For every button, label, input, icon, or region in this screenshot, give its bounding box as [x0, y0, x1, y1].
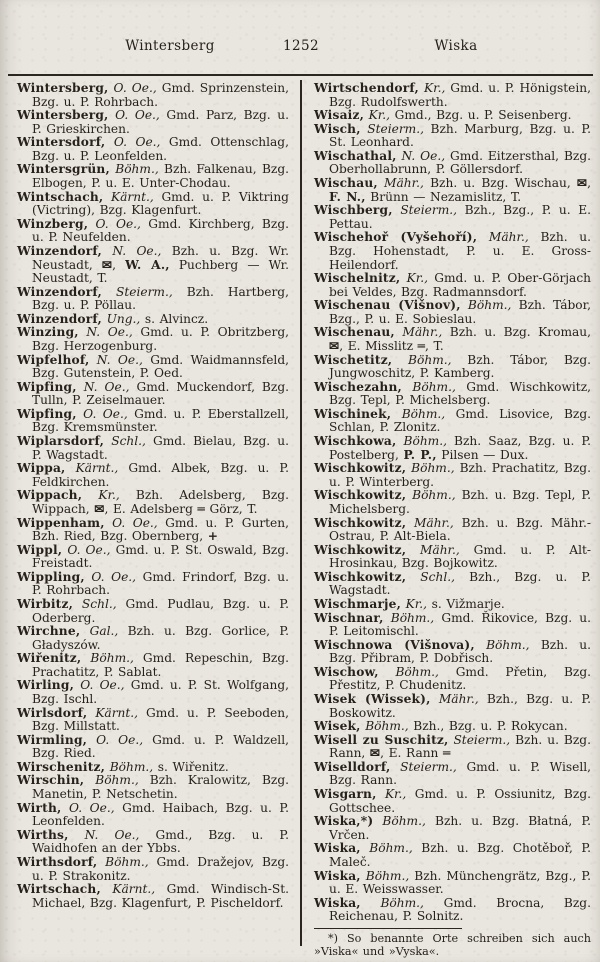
entry-region: Böhm., — [84, 773, 139, 788]
entry-details: Gmd. u. P. Hönigstein, Bzg. Rudolfswerth. — [329, 81, 591, 109]
entry-headword: Wippling, — [17, 569, 85, 584]
entry-region: Kärnt., — [103, 189, 154, 204]
entry-details: , E. Adelsberg ═ Görz, T. — [104, 501, 258, 516]
entry-region: Böhm., — [406, 461, 455, 476]
gazetteer-entry — [314, 788, 591, 815]
gazetteer-entry — [17, 883, 289, 910]
gazetteer-entry — [314, 177, 591, 204]
entry-region: Böhm., — [406, 488, 456, 503]
entry-details: Bzh. u. Bzg. Gorlice, P. Gładyszów. — [32, 624, 289, 652]
entry-details: Bzh., Bzg. u. P. Rokycan. — [408, 719, 568, 734]
entry-details: Gmd. Muckendorf, Bzg. Tulln, P. Zeiselmauer. — [32, 379, 289, 408]
header-keyword-left: Wintersberg — [125, 38, 215, 54]
gazetteer-entry — [17, 82, 289, 109]
entry-details: Bzh. u. Bzg. Přibram, P. Dobřisch. — [329, 637, 591, 666]
entry-headword: Wisek, — [314, 719, 361, 734]
entry-region: Böhm., — [109, 162, 159, 177]
entry-details: Gmd. u. P. Viktring (Victring), Bzg. Klagenfurt. — [32, 189, 289, 218]
entry-details: , — [587, 176, 591, 191]
entry-region: Kärnt., — [87, 705, 139, 720]
entry-headword: Wirtschendorf, — [314, 81, 420, 95]
entry-region: Böhm., — [97, 854, 149, 869]
entry-details: Puchberg — Wr. Neustadt, T. — [32, 257, 289, 286]
entry-headword: Wiska,*) — [314, 814, 374, 829]
gazetteer-entry — [314, 693, 591, 720]
right-column — [314, 82, 591, 958]
entry-details: Bzh. Münchengrätz, Bzg., P. u. E. Weisswasser. — [329, 868, 591, 897]
entry-headword: Wintersdorf, — [17, 135, 106, 150]
gazetteer-entry — [314, 639, 591, 666]
entry-region: Kr., — [401, 596, 428, 611]
gazetteer-entry — [17, 462, 289, 489]
entry-region: O. Oe., — [61, 800, 115, 815]
entry-headword: Wisek (Wissek), — [314, 692, 431, 707]
entry-headword: Winzing, — [17, 325, 79, 340]
entry-details: Gmd. u. P. Ossiunitz, Bzg. Gottschee. — [329, 787, 591, 815]
gazetteer-entry — [314, 299, 591, 326]
gazetteer-entry — [314, 598, 591, 612]
posthorn-icon: ✉ — [329, 338, 340, 353]
gazetteer-entry — [17, 707, 289, 734]
entry-headword: Winzendorf, — [17, 243, 102, 258]
entry-details: Gmd. Windisch-St. Michael, Bzg. Klagenfurt, P. Pischeldorf. — [32, 882, 289, 910]
entry-region: O. Oe., — [108, 81, 157, 95]
entry-headword: Wischinek, — [314, 406, 392, 421]
entry-region: Mähr., — [406, 542, 460, 557]
entry-region: Böhm., — [383, 610, 435, 625]
entry-region: O. Oe., — [104, 515, 158, 530]
entry-details: Bzh. u. Bzg. Chotěboř, P. Maleč. — [329, 841, 591, 869]
entry-headword: Wischkowitz, — [314, 542, 407, 557]
gazetteer-entry — [314, 897, 591, 924]
entry-region: Mähr., — [477, 230, 529, 245]
entry-region: N. Oe., — [76, 379, 130, 394]
entry-details: Gmd. u. P. Eberstallzell, Bzg. Kremsmünster. — [32, 406, 289, 435]
gazetteer-entry — [17, 109, 289, 136]
entry-headword: Wipfelhof, — [17, 352, 90, 367]
posthorn-icon: ✉ — [101, 257, 113, 272]
footnote-separator-rule — [314, 928, 462, 929]
entry-headword: W. A., — [125, 257, 170, 272]
entry-region: Böhm., — [396, 434, 447, 449]
gazetteer-entry — [17, 381, 289, 408]
entry-region: Böhm., — [360, 719, 409, 734]
entry-headword: Wipfing, — [17, 379, 77, 394]
gazetteer-entry — [314, 231, 591, 272]
entry-region: Böhm., — [81, 651, 134, 666]
gazetteer-entry — [314, 842, 591, 869]
gazetteer-entry — [17, 774, 289, 801]
entry-region: O. Oe., — [74, 678, 125, 693]
entry-region: Mähr., — [377, 176, 424, 191]
entry-headword: Wintschach, — [17, 189, 104, 204]
entry-details: Gmd., Bzg. u. P. Waidhofen an der Ybbs. — [32, 827, 289, 856]
gazetteer-entry — [314, 408, 591, 435]
entry-details: Bzh. u. Bzg. Kromau, — [442, 325, 591, 340]
entry-details: Bzh. u. Bzg. Wischau, — [423, 176, 577, 191]
entry-headword: Wirth, — [17, 800, 62, 815]
header-keyword-right: Wiska — [434, 38, 478, 54]
entry-details: Bzh. u. Bzg. Rann, — [329, 732, 591, 761]
gazetteer-entry — [17, 245, 289, 286]
entry-headword: Winzendorf, — [17, 311, 102, 326]
entry-region: Ung., — [102, 311, 141, 326]
entry-region: Gal., — [80, 624, 119, 639]
posthorn-icon: ✉ — [369, 746, 381, 761]
entry-headword: Wintersgrün, — [17, 162, 110, 177]
gazetteer-entry — [17, 489, 289, 516]
gazetteer-entry — [314, 761, 591, 788]
entry-headword: Wirthsdorf, — [17, 854, 98, 869]
entry-details: Gmd. Pudlau, Bzg. u. P. Oderberg. — [32, 596, 289, 625]
entry-headword: Wischenau, — [314, 325, 395, 340]
gazetteer-entry — [314, 734, 591, 761]
entry-headword: Wischnowa (Višnova), — [314, 637, 475, 652]
entry-headword: Wisch, — [314, 121, 361, 136]
entry-headword: Wischenau (Višnov), — [314, 298, 461, 313]
gazetteer-entry — [314, 435, 591, 462]
entry-region: Böhm., — [373, 814, 426, 829]
entry-details: Gmd. Kirchberg, Bzg. u. P. Neufelden. — [32, 216, 289, 245]
entry-headword: Wirtschach, — [17, 882, 101, 897]
posthorn-icon: ✉ — [576, 176, 588, 191]
footnote: *) So benannte Orte schreiben sich auch »Viska« und »Vyska«. — [314, 932, 591, 959]
entry-details: Gmd. u. P. Seeboden, Bzg. Millstatt. — [32, 705, 289, 734]
entry-region: Böhm., — [105, 759, 154, 774]
entry-region: N. Oe., — [89, 352, 143, 367]
entry-headword: P. P., — [403, 447, 437, 462]
gazetteer-entry — [314, 544, 591, 571]
entry-details: Bzh. u. Bzg. Błatná, P. Vrčen. — [329, 814, 591, 842]
entry-region: N. Oe., — [68, 827, 140, 842]
gazetteer-entry — [314, 720, 591, 734]
entry-headword: Wischau, — [314, 176, 378, 191]
entry-headword: Wirbitz, — [17, 596, 74, 611]
entry-details: , E. Rann ═ — [380, 746, 451, 761]
gazetteer-entry — [17, 598, 289, 625]
entry-region: Böhm., — [360, 895, 424, 910]
entry-headword: Wischkowa, — [314, 434, 397, 449]
gazetteer-entry — [314, 870, 591, 897]
gazetteer-entry — [314, 326, 591, 353]
entry-headword: Wirschin, — [17, 773, 85, 788]
entry-region: Böhm., — [401, 379, 456, 394]
entry-region: O. Oe., — [76, 406, 128, 421]
entry-region: O. Oe., — [105, 135, 161, 150]
entry-region: N. Oe., — [396, 148, 446, 163]
entry-headword: Wischnar, — [314, 610, 384, 625]
entry-region: Schl., — [406, 569, 455, 584]
entry-details: Bzh. Saaz, Bzg. u. P. Postelberg, — [329, 434, 592, 462]
entry-details: Bzh. Adelsberg, Bzg. Wippach, — [32, 488, 289, 516]
entry-details: s. Alvincz. — [140, 311, 209, 326]
entry-details: Gmd. Wischkowitz, Bzg. Tepl, P. Michelsberg. — [329, 379, 591, 408]
gazetteer-entry — [17, 136, 289, 163]
entry-headword: Wintersberg, — [17, 108, 109, 123]
entry-headword: Wischkowitz, — [314, 488, 407, 503]
entry-details: Gmd. Repeschin, Bzg. Prachatitz, P. Sablat. — [32, 651, 289, 679]
entry-details: Gmd. u. P. Waldzell, Bzg. Ried. — [32, 732, 289, 761]
entry-details: Gmd. u. P. Wisell, Bzg. Rann. — [329, 759, 591, 788]
gazetteer-entry — [17, 625, 289, 652]
entry-details: Bzh. Tábor, Bzg., P. u. E. Sobieslau. — [329, 298, 591, 326]
entry-region: Mähr., — [394, 325, 443, 340]
gazetteer-entry — [17, 802, 289, 829]
gazetteer-entry — [17, 286, 289, 313]
entry-headword: Wisaiz, — [314, 108, 365, 123]
entry-details: Bzh. u. Bzg. Mähr.-Ostrau, P. Alt-Biela. — [329, 515, 592, 544]
entry-region: Böhm., — [392, 352, 452, 367]
entry-details: Gmd. Dražejov, Bzg. u. P. Strakonitz. — [32, 854, 290, 883]
entry-details: Gmd. Bielau, Bzg. u. P. Wagstadt. — [32, 434, 290, 462]
entry-headword: Wischmarje, — [314, 596, 402, 611]
entry-region: N. Oe., — [78, 325, 133, 340]
entry-region: O. Oe., — [108, 108, 160, 123]
entry-headword: Wippach, — [17, 488, 83, 503]
entry-details: Gmd. Brocna, Bzg. Reichenau, P. Solnitz. — [329, 895, 591, 924]
gazetteer-entry — [17, 435, 289, 462]
entry-region: Kärnt., — [65, 461, 119, 476]
entry-headword: Wippenham, — [17, 515, 105, 530]
gazetteer-entry — [314, 666, 591, 693]
gazetteer-entry — [314, 489, 591, 516]
gazetteer-entry — [17, 544, 289, 571]
entry-region: Steierm., — [360, 121, 424, 136]
gazetteer-entry — [17, 313, 289, 327]
gazetteer-entry — [314, 123, 591, 150]
entry-headword: Wischehoř (Vyšehoří), — [314, 230, 478, 245]
entry-headword: Wiska, — [314, 841, 361, 856]
entry-details: Bzh. Hartberg, Bzg. u. P. Pöllau. — [32, 284, 289, 313]
right-column-entries — [314, 82, 591, 924]
entry-details: Bzh., Bzg. u. P. Wagstadt. — [329, 569, 591, 598]
entry-headword: Winzendorf, — [17, 284, 102, 299]
entry-details: Gmd. u. P. Gurten, Bzh. Ried, Bzg. Obernberg, — [32, 515, 289, 544]
entry-region: Kr., — [364, 108, 391, 123]
gazetteer-entry — [314, 82, 591, 109]
entry-details: Gmd. Haibach, Bzg. u. P. Leonfelden. — [32, 800, 289, 829]
entry-details: Gmd. Lisovice, Bzg. Schlan, P. Zlonitz. — [329, 406, 591, 435]
entry-details: Gmd. u. P. Alt-Hrosinkau, Bzg. Bojkowitz. — [329, 542, 592, 571]
posthorn-icon: ✉ — [94, 501, 105, 516]
gazetteer-entry — [314, 354, 591, 381]
entry-region: O. Oe., — [84, 569, 137, 584]
entry-details: Bzh. u. Bzg. Hohenstadt, P. u. E. Gross-Heilendorf. — [329, 230, 592, 272]
entry-region: Kr., — [82, 488, 120, 503]
entry-headword: Wippl, — [17, 542, 63, 557]
gazetteer-entry — [314, 109, 591, 123]
gazetteer-entry — [314, 204, 591, 231]
entry-region: N. Oe., — [102, 243, 162, 258]
entry-region: Steierm., — [392, 203, 458, 218]
entry-details: Bzh., Bzg. u. P. Boskowitz. — [329, 692, 591, 720]
entry-details: s. Vižmarje. — [427, 596, 505, 611]
entry-details: Bzh. Tábor, Bzg. Jungwoschitz, P. Kamberg. — [329, 352, 591, 381]
page-number: 1252 — [283, 38, 319, 54]
church-cross-icon: + — [207, 529, 218, 544]
entry-headword: Wirschenitz, — [17, 759, 106, 774]
entry-region: O. Oe., — [88, 216, 141, 231]
entry-region: Mähr., — [406, 515, 454, 530]
entry-region: Kärnt., — [100, 882, 156, 897]
entry-region: Kr., — [419, 81, 446, 95]
entry-headword: Wischelnitz, — [314, 271, 401, 286]
gazetteer-entry — [17, 517, 289, 544]
entry-details: Bzh. Kralowitz, Bzg. Manetin, P. Netschetin. — [32, 773, 289, 802]
entry-headword: Wischezahn, — [314, 379, 402, 394]
gazetteer-entry — [17, 652, 289, 679]
entry-region: Böhm., — [378, 664, 439, 679]
entry-headword: Wischetitz, — [314, 352, 393, 367]
gazetteer-entry — [17, 218, 289, 245]
gazetteer-entry — [314, 272, 591, 299]
gazetteer-entry — [314, 462, 591, 489]
entry-headword: Wiselldorf, — [314, 759, 391, 774]
entry-details: Gmd., Bzg. u. P. Seisenberg. — [390, 108, 572, 123]
entry-headword: Wisgarn, — [314, 787, 377, 802]
column-divider-rule — [300, 80, 302, 946]
entry-details: Brünn — Nezamislitz, T. — [365, 189, 522, 204]
gazetteer-entry — [314, 150, 591, 177]
entry-region: Steierm., — [448, 732, 511, 747]
entry-details: , — [112, 257, 126, 272]
gazetteer-entry — [314, 381, 591, 408]
entry-headword: Wischow, — [314, 664, 379, 679]
gazetteer-entry — [314, 571, 591, 598]
entry-region: O. Oe., — [62, 542, 111, 557]
entry-headword: Wiplarsdorf, — [17, 434, 105, 449]
entry-details: Bzh. u. Bzg. Wr. Neustadt, — [32, 243, 289, 272]
header-rule — [8, 74, 593, 76]
entry-region: Böhm., — [360, 868, 410, 883]
entry-details: Bzh. Marburg, Bzg. u. P. St. Leonhard. — [329, 121, 591, 150]
running-header — [0, 38, 600, 58]
entry-region: Steierm., — [390, 759, 457, 774]
entry-region: Kr., — [376, 787, 407, 802]
entry-headword: Wischkowitz, — [314, 569, 407, 584]
entry-details: Gmd. Přetin, Bzg. Přestitz, P. Chudenitz. — [329, 664, 591, 693]
entry-region: Schl., — [104, 434, 146, 449]
entry-headword: Wippa, — [17, 461, 66, 476]
gazetteer-entry — [314, 612, 591, 639]
entry-headword: F. N., — [329, 189, 366, 204]
entry-details: Gmd. Waidmannsfeld, Bzg. Gutenstein, P. Oed. — [32, 352, 289, 381]
gazetteer-entry — [17, 829, 289, 856]
entry-details: Pilsen — Dux. — [436, 447, 529, 462]
entry-details: s. Wiřenitz. — [153, 759, 229, 774]
gazetteer-entry — [17, 354, 289, 381]
entry-headword: Wischathal, — [314, 148, 397, 163]
entry-headword: Wipfing, — [17, 406, 77, 421]
gazetteer-entry — [17, 163, 289, 190]
entry-details: Bzh. Falkenau, Bzg. Elbogen, P. u. E. Unter-Chodau. — [32, 162, 290, 191]
entry-details: , E. Misslitz ═, T. — [339, 338, 444, 353]
entry-headword: Wirths, — [17, 827, 69, 842]
entry-region: Böhm., — [391, 406, 446, 421]
entry-headword: Wirlsdorf, — [17, 705, 88, 720]
entry-details: Gmd. u. P. St. Wolfgang, Bzg. Ischl. — [32, 678, 289, 707]
entry-headword: Wischberg, — [314, 203, 393, 218]
entry-details: Gmd. Řikovice, Bzg. u. P. Leitomischl. — [329, 610, 591, 639]
entry-details: Gmd. u. P. St. Oswald, Bzg. Freistadt. — [32, 542, 289, 571]
gazetteer-entry — [17, 856, 289, 883]
entry-headword: Wirmling, — [17, 732, 88, 747]
entry-headword: Wirchne, — [17, 624, 81, 639]
entry-details: Gmd. Parz, Bzg. u. P. Grieskirchen. — [32, 108, 289, 136]
entry-headword: Winzberg, — [17, 216, 89, 231]
entry-headword: Wirling, — [17, 678, 75, 693]
entry-headword: Wischkowitz, — [314, 515, 407, 530]
entry-region: Böhm., — [360, 841, 413, 856]
entry-details: Gmd. Albek, Bzg. u. P. Feldkirchen. — [32, 461, 289, 489]
entry-details: Gmd. u. P. Obritzberg, Bzg. Herzogenburg. — [32, 325, 289, 353]
entry-headword: Wisell zu Suschitz, — [314, 732, 449, 747]
gazetteer-entry — [314, 815, 591, 842]
entry-details: Gmd. Eitzersthal, Bzg. Oberhollabrunn, P. Göllersdorf. — [329, 148, 591, 177]
entry-region: Böhm., — [474, 637, 530, 652]
gazetteer-entry — [17, 191, 289, 218]
left-column — [17, 82, 289, 910]
entry-details: Gmd. Ottenschlag, Bzg. u. P. Leonfelden. — [32, 135, 289, 163]
entry-region: Mähr., — [430, 692, 479, 707]
entry-details: Gmd. Sprinzenstein, Bzg. u. P. Rohrbach. — [32, 81, 289, 109]
entry-headword: Wiřenitz, — [17, 651, 82, 666]
gazetteer-entry — [17, 408, 289, 435]
entry-details: Bzh., Bzg., P. u. E. Pettau. — [329, 203, 591, 231]
entry-details: Gmd. u. P. Ober-Görjach bei Veldes, Bzg. Radmannsdorf. — [329, 271, 591, 299]
entry-headword: Wiska, — [314, 868, 361, 883]
entry-headword: Wintersberg, — [17, 81, 109, 95]
entry-region: Böhm., — [460, 298, 512, 313]
gazetteer-entry — [17, 761, 289, 775]
gazetteer-entry — [17, 679, 289, 706]
entry-details: Bzh. u. Bzg. Tepl, P. Michelsberg. — [329, 488, 591, 516]
entry-details: Gmd. Frindorf, Bzg. u. P. Rohrbach. — [32, 569, 289, 598]
gazetteer-entry — [17, 734, 289, 761]
gazetteer-entry — [17, 571, 289, 598]
entry-region: Kr., — [400, 271, 428, 286]
gazetteer-entry — [314, 517, 591, 544]
entry-region: Steierm., — [102, 284, 173, 299]
entry-region: O. Oe., — [87, 732, 144, 747]
entry-headword: Wiska, — [314, 895, 361, 910]
entry-headword: Wischkowitz, — [314, 461, 407, 476]
entry-details: Bzh. Prachatitz, Bzg. u. P. Winterberg. — [329, 461, 591, 489]
entry-region: Schl., — [73, 596, 117, 611]
gazetteer-entry — [17, 326, 289, 353]
